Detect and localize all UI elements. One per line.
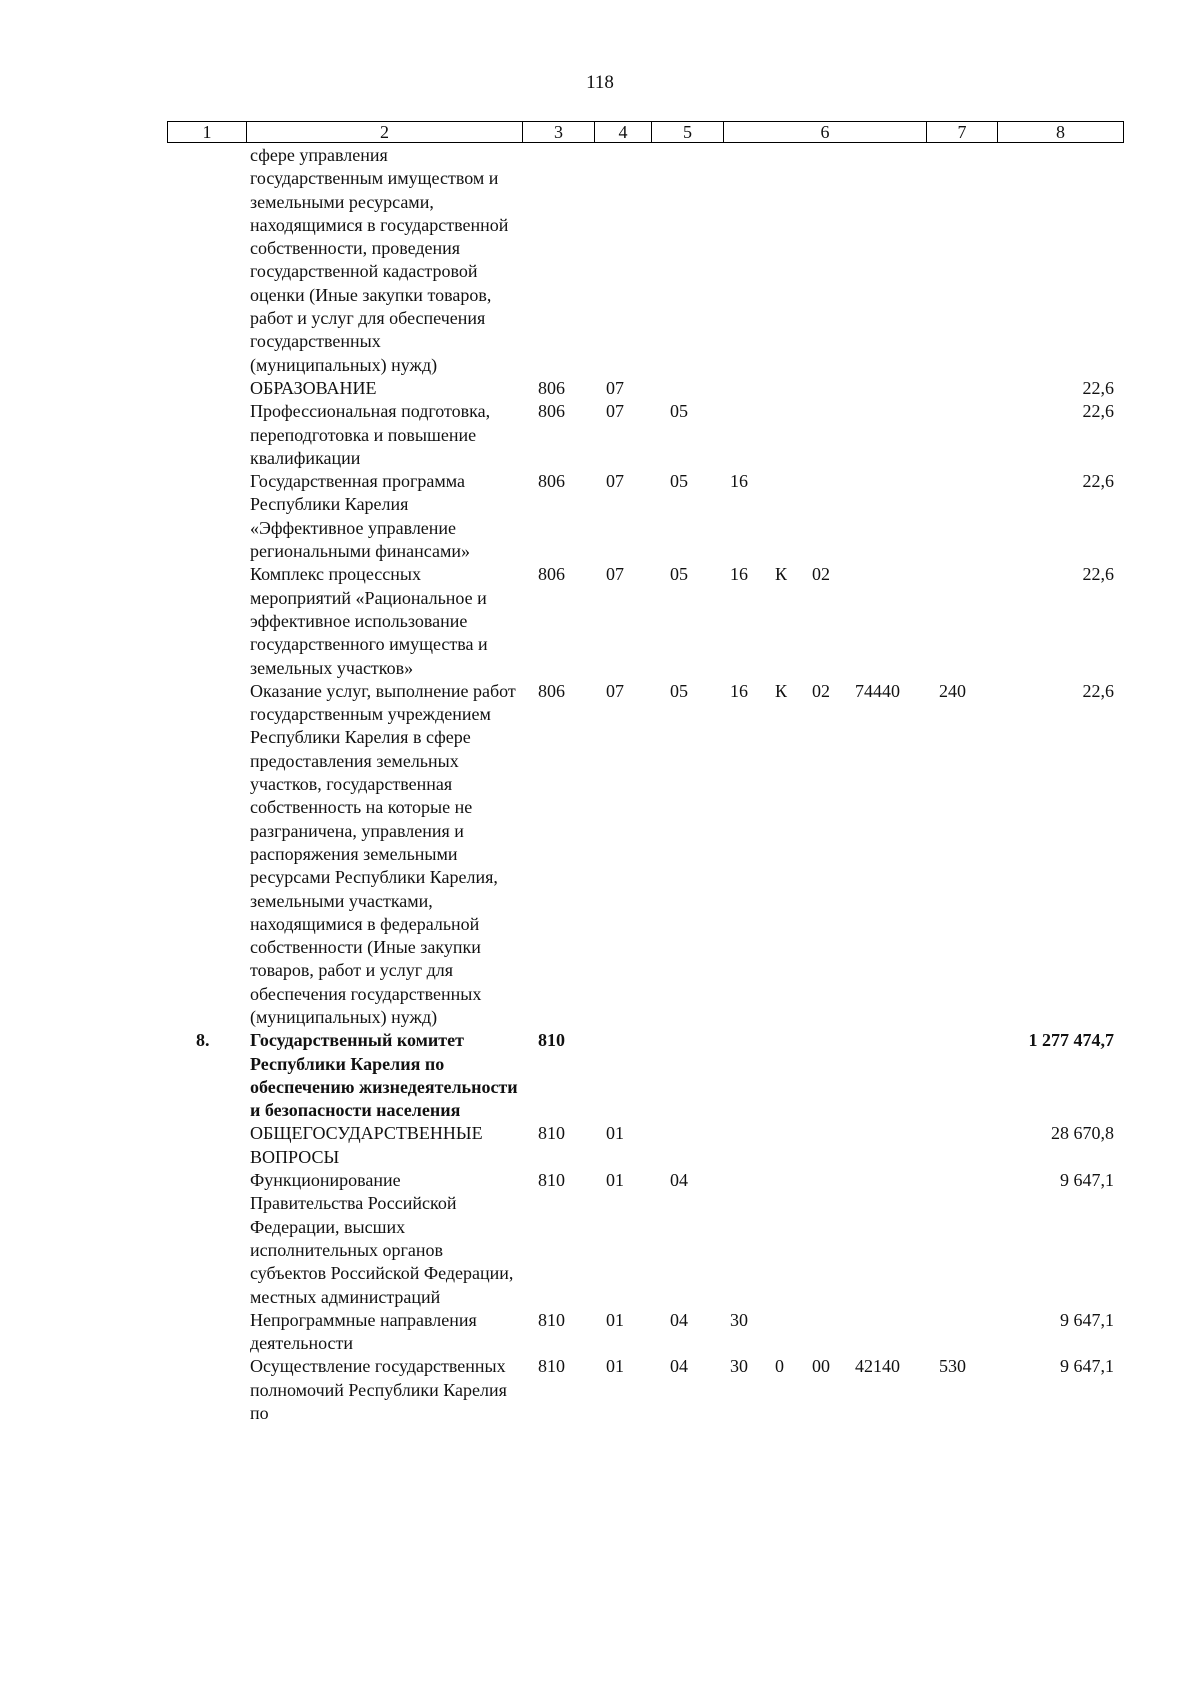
cell-rz: 01 <box>606 1356 624 1377</box>
cell-ved: 810 <box>538 1123 565 1144</box>
row-name: Непрограммные направления деятельности <box>250 1309 477 1354</box>
cell-sum: 22,6 <box>1082 401 1114 422</box>
cell-b: 0 <box>775 1356 784 1377</box>
header-col-1: 1 <box>168 122 247 143</box>
row-number: 8. <box>196 1030 210 1051</box>
table-row <box>0 470 1200 563</box>
cell-a: 16 <box>730 471 748 492</box>
table-row <box>0 400 1200 470</box>
cell-rz: 01 <box>606 1123 624 1144</box>
row-name: ОБЩЕГОСУДАРСТВЕННЫЕ ВОПРОСЫ <box>250 1123 483 1167</box>
table-row <box>0 680 1200 1029</box>
cell-b: К <box>775 564 788 585</box>
cell-sum: 9 647,1 <box>1060 1170 1114 1191</box>
cell-ved: 806 <box>538 401 565 422</box>
cell-a: 30 <box>730 1309 748 1330</box>
cell-sum: 22,6 <box>1082 680 1114 701</box>
table-row <box>0 1169 1200 1309</box>
cell-rz: 01 <box>606 1309 624 1330</box>
row-name: Оказание услуг, выполнение работ государственным учреждением Республики Карелия в сфере предоставления земельных участков, государственная собственность на которые не разграничена, управления и распоряжения земельными ресурсами Республики Карелия, земельными участками, находящимися в федеральной собственности (Иные закупки товаров, работ и услуг для обеспечения государственных (муниципальных) нужд) <box>250 680 516 1027</box>
cell-c: 00 <box>812 1356 830 1377</box>
cell-ved: 810 <box>538 1170 565 1191</box>
cell-pr: 05 <box>670 471 688 492</box>
row-name: Комплекс процессных мероприятий «Рациональное и эффективное использование государственного имущества и земельных участков» <box>250 564 488 678</box>
header-col-3: 3 <box>523 122 595 143</box>
table-row <box>0 1309 1200 1356</box>
cell-sum: 22,6 <box>1082 377 1114 398</box>
cell-rz: 07 <box>606 564 624 585</box>
cell-sum: 9 647,1 <box>1060 1309 1114 1330</box>
row-name: Государственный комитет Республики Карелия по обеспечению жизнедеятельности и безопасности населения <box>250 1030 518 1121</box>
cell-ved: 810 <box>538 1030 565 1051</box>
row-name: Государственная программа Республики Карелия «Эффективное управление региональными финансами» <box>250 471 470 562</box>
row-name: Осуществление государственных полномочий Республики Карелия по <box>250 1356 507 1424</box>
cell-ved: 806 <box>538 471 565 492</box>
cell-vr: 530 <box>939 1356 966 1377</box>
cell-pr: 05 <box>670 680 688 701</box>
cell-a: 16 <box>730 564 748 585</box>
cell-pr: 05 <box>670 564 688 585</box>
table-row <box>0 1029 1200 1122</box>
cell-rz: 01 <box>606 1170 624 1191</box>
row-name: Профессиональная подготовка, переподготовка и повышение квалификации <box>250 401 491 468</box>
cell-b: К <box>775 680 788 701</box>
cell-c: 02 <box>812 564 830 585</box>
table-row <box>0 377 1200 400</box>
cell-sum: 9 647,1 <box>1060 1356 1114 1377</box>
cell-rz: 07 <box>606 401 624 422</box>
header-col-6: 6 <box>724 122 927 143</box>
cell-d: 42140 <box>855 1356 900 1377</box>
cell-ved: 806 <box>538 564 565 585</box>
row-name: Функционирование Правительства Российской Федерации, высших исполнительных органов субъектов Российской Федерации, местных администраций <box>250 1170 514 1307</box>
row-name: ОБРАЗОВАНИЕ <box>250 377 377 398</box>
cell-pr: 04 <box>670 1170 688 1191</box>
page-number: 118 <box>586 72 614 93</box>
cell-c: 02 <box>812 680 830 701</box>
table-row <box>0 1355 1200 1425</box>
cell-ved: 810 <box>538 1309 565 1330</box>
table-row <box>0 563 1200 679</box>
header-col-7: 7 <box>927 122 998 143</box>
cell-a: 30 <box>730 1356 748 1377</box>
header-col-4: 4 <box>595 122 652 143</box>
cell-sum: 1 277 474,7 <box>1028 1030 1114 1051</box>
cell-pr: 04 <box>670 1356 688 1377</box>
cell-vr: 240 <box>939 680 966 701</box>
cell-rz: 07 <box>606 377 624 398</box>
table-row <box>0 1122 1200 1169</box>
cell-ved: 806 <box>538 680 565 701</box>
header-col-8: 8 <box>998 122 1124 143</box>
cell-ved: 806 <box>538 377 565 398</box>
cell-pr: 05 <box>670 401 688 422</box>
cell-sum: 22,6 <box>1082 564 1114 585</box>
table-body <box>0 144 1200 1425</box>
cell-rz: 07 <box>606 471 624 492</box>
table-row <box>0 144 1200 377</box>
cell-pr: 04 <box>670 1309 688 1330</box>
cell-d: 74440 <box>855 680 900 701</box>
header-col-5: 5 <box>652 122 724 143</box>
cell-a: 16 <box>730 680 748 701</box>
cell-ved: 810 <box>538 1356 565 1377</box>
cell-sum: 22,6 <box>1082 471 1114 492</box>
row-name: сфере управления государственным имуществом и земельными ресурсами, находящимися в государственной собственности, проведения государственной кадастровой оценки (Иные закупки товаров, работ и услуг для обеспечения государственных (муниципальных) нужд) <box>250 145 509 375</box>
cell-sum: 28 670,8 <box>1051 1123 1114 1144</box>
table-header <box>167 121 1124 143</box>
cell-rz: 07 <box>606 680 624 701</box>
header-col-2: 2 <box>247 122 523 143</box>
